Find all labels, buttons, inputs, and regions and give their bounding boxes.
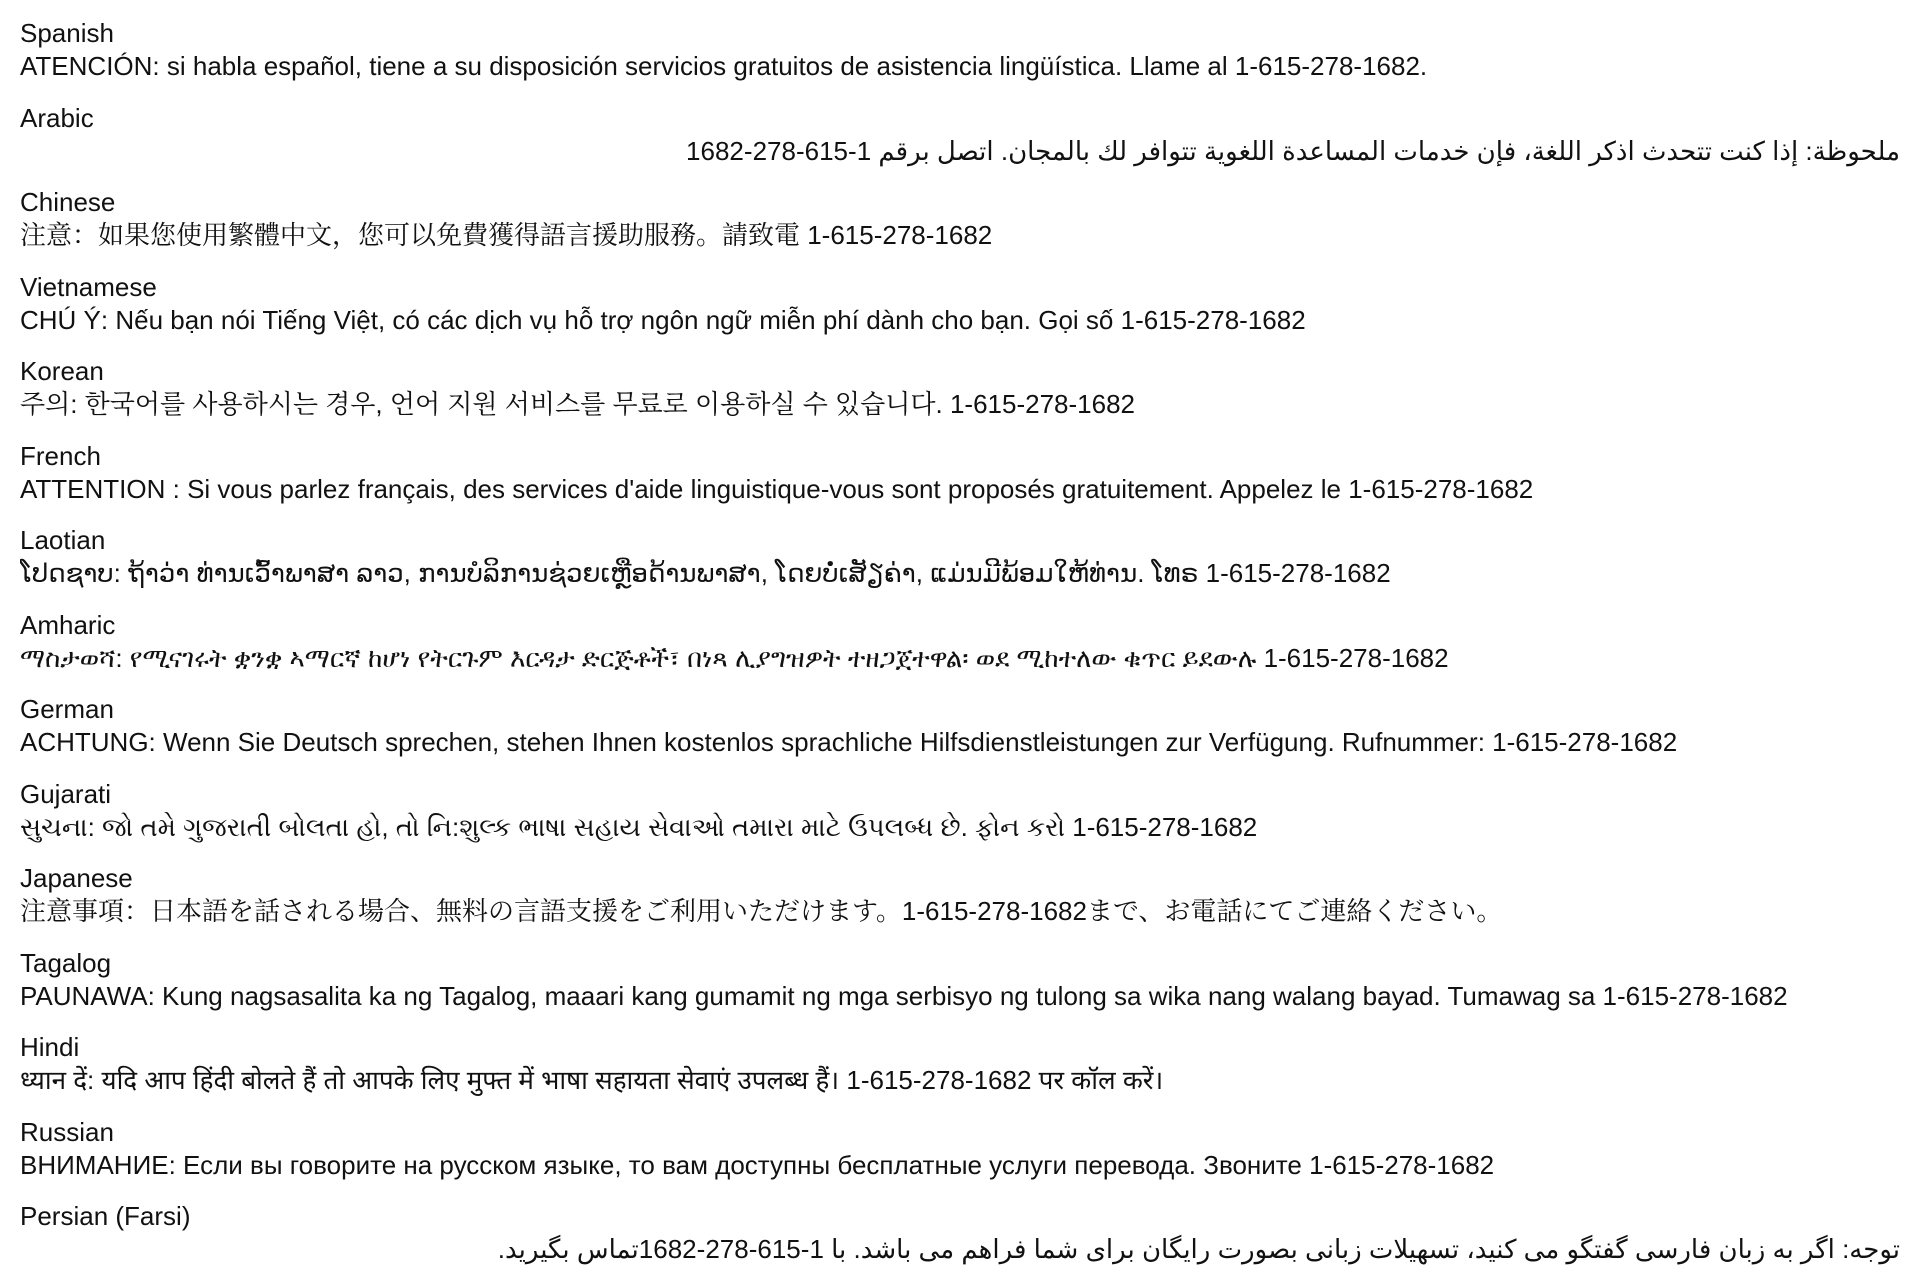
language-heading: German <box>20 694 114 724</box>
language-heading: Laotian <box>20 525 106 555</box>
notice-laotian <box>20 524 1900 609</box>
notice-russian <box>20 1116 1900 1201</box>
language-heading: French <box>20 440 101 471</box>
notice-text: ACHTUNG: Wenn Sie Deutsch sprechen, stehen Ihnen kostenlos sprachliche Hilfsdienstleistungen zur Verfügung. Rufnummer: 1-615-278-1682 <box>20 727 1678 757</box>
notice-text: توجه: اگر به زبان فارسی گفتگو می کنید، تسهیلات زبانی بصورت رایگان برای شما فراهم می باشد. با 1-615-278-1682تماس بگیرید. <box>497 1234 1900 1264</box>
language-heading: Spanish <box>20 18 114 48</box>
notice-gujarati <box>20 778 1900 863</box>
notice-arabic <box>20 102 1900 187</box>
notice-text: PAUNAWA: Kung nagsasalita ka ng Tagalog, maaari kang gumamit ng mga serbisyo ng tulong sa wika nang walang bayad. Tumawag sa 1-615-278-1682 <box>20 980 1788 1011</box>
notice-hindi <box>20 1031 1900 1116</box>
language-heading: Gujarati <box>20 778 112 809</box>
notice-text: ملحوظة: إذا كنت تتحدث اذكر اللغة، فإن خدمات المساعدة اللغوية تتوافر لك بالمجان. اتصل برقم 1-615-278-1682 <box>686 135 1900 166</box>
notice-text: ATENCIÓN: si habla español, tiene a su disposición servicios gratuitos de asistencia lingüística. Llame al 1-615-278-1682. <box>20 51 1428 81</box>
notice-amharic <box>20 609 1900 694</box>
notice-text: 주의: 한국어를 사용하시는 경우, 언어 지원 서비스를 무료로 이용하실 수 있습니다. 1-615-278-1682 <box>20 389 1135 419</box>
language-heading: Amharic <box>20 609 116 640</box>
language-heading: Tagalog <box>20 947 112 978</box>
language-heading: Arabic <box>20 102 94 133</box>
notice-text: સુચના: જો તમે ગુજરાતી બોલતા હો, તો નિ:શુલ્ક ભાષા સહાય સેવાઓ તમારા માટે ઉપલબ્ધ છે. ફોન કરો 1-615-278-1682 <box>20 811 1258 842</box>
notice-vietnamese <box>20 271 1900 356</box>
notice-text: ማስታወሻ: የሚናገሩት ቋንቋ ኣማርኛ ከሆነ የትርጉም እርዳታ ድርጅቶች፣ በነጻ ሊያግዝዎት ተዘጋጀተዋል፡ ወደ ሚከተለው ቁጥር ይደውሉ 1-615-278-1682 <box>20 642 1449 673</box>
notice-text: 注意事項：日本語を話される場合、無料の言語支援をご利用いただけます。1-615-278-1682まで、お電話にてご連絡ください。 <box>20 896 1503 926</box>
notice-japanese <box>20 862 1900 947</box>
notice-persian <box>20 1200 1900 1285</box>
notice-text: ВНИМАНИЕ: Если вы говорите на русском языке, то вам доступны бесплатные услуги перевода. Звоните 1-615-278-1682 <box>20 1149 1495 1180</box>
language-heading: Japanese <box>20 863 133 893</box>
notice-text: CHÚ Ý: Nếu bạn nói Tiếng Việt, có các dịch vụ hỗ trợ ngôn ngữ miễn phí dành cho bạn. Gọi số 1-615-278-1682 <box>20 304 1306 335</box>
notice-text: ध्यान दें: यदि आप हिंदी बोलते हैं तो आपके लिए मुफ्त में भाषा सहायता सेवाएं उपलब्ध हैं। 1-615-278-1682 पर कॉल करें। <box>20 1065 1164 1095</box>
notice-korean <box>20 355 1900 440</box>
language-heading: Russian <box>20 1116 114 1147</box>
language-heading: Vietnamese <box>20 271 157 302</box>
language-heading: Korean <box>20 356 104 386</box>
language-heading: Persian (Farsi) <box>20 1201 191 1231</box>
language-assistance-notice <box>20 17 1900 1285</box>
notice-text: ATTENTION : Si vous parlez français, des services d'aide linguistique-vous sont proposés gratuitement. Appelez le 1-615-278-1682 <box>20 473 1534 504</box>
language-heading: Hindi <box>20 1032 80 1062</box>
notice-tagalog <box>20 947 1900 1032</box>
notice-spanish <box>20 17 1900 102</box>
notice-german <box>20 693 1900 778</box>
notice-french <box>20 440 1900 525</box>
notice-chinese <box>20 186 1900 271</box>
language-heading: Chinese <box>20 187 116 217</box>
notice-text: 注意：如果您使用繁體中文，您可以免費獲得語言援助服務。請致電 1-615-278-1682 <box>20 220 993 250</box>
notice-text: ໂປດຊາບ: ຖ້າວ່າ ທ່ານເວົ້າພາສາ ລາວ, ການບໍລິການຊ່ວຍເຫຼືອດ້ານພາສາ, ໂດຍບໍ່ເສັຽຄ່າ, ແມ່ນມີພ້ອມໃຫ້ທ່ານ. ໂທຣ 1-615-278-1682 <box>20 558 1391 588</box>
